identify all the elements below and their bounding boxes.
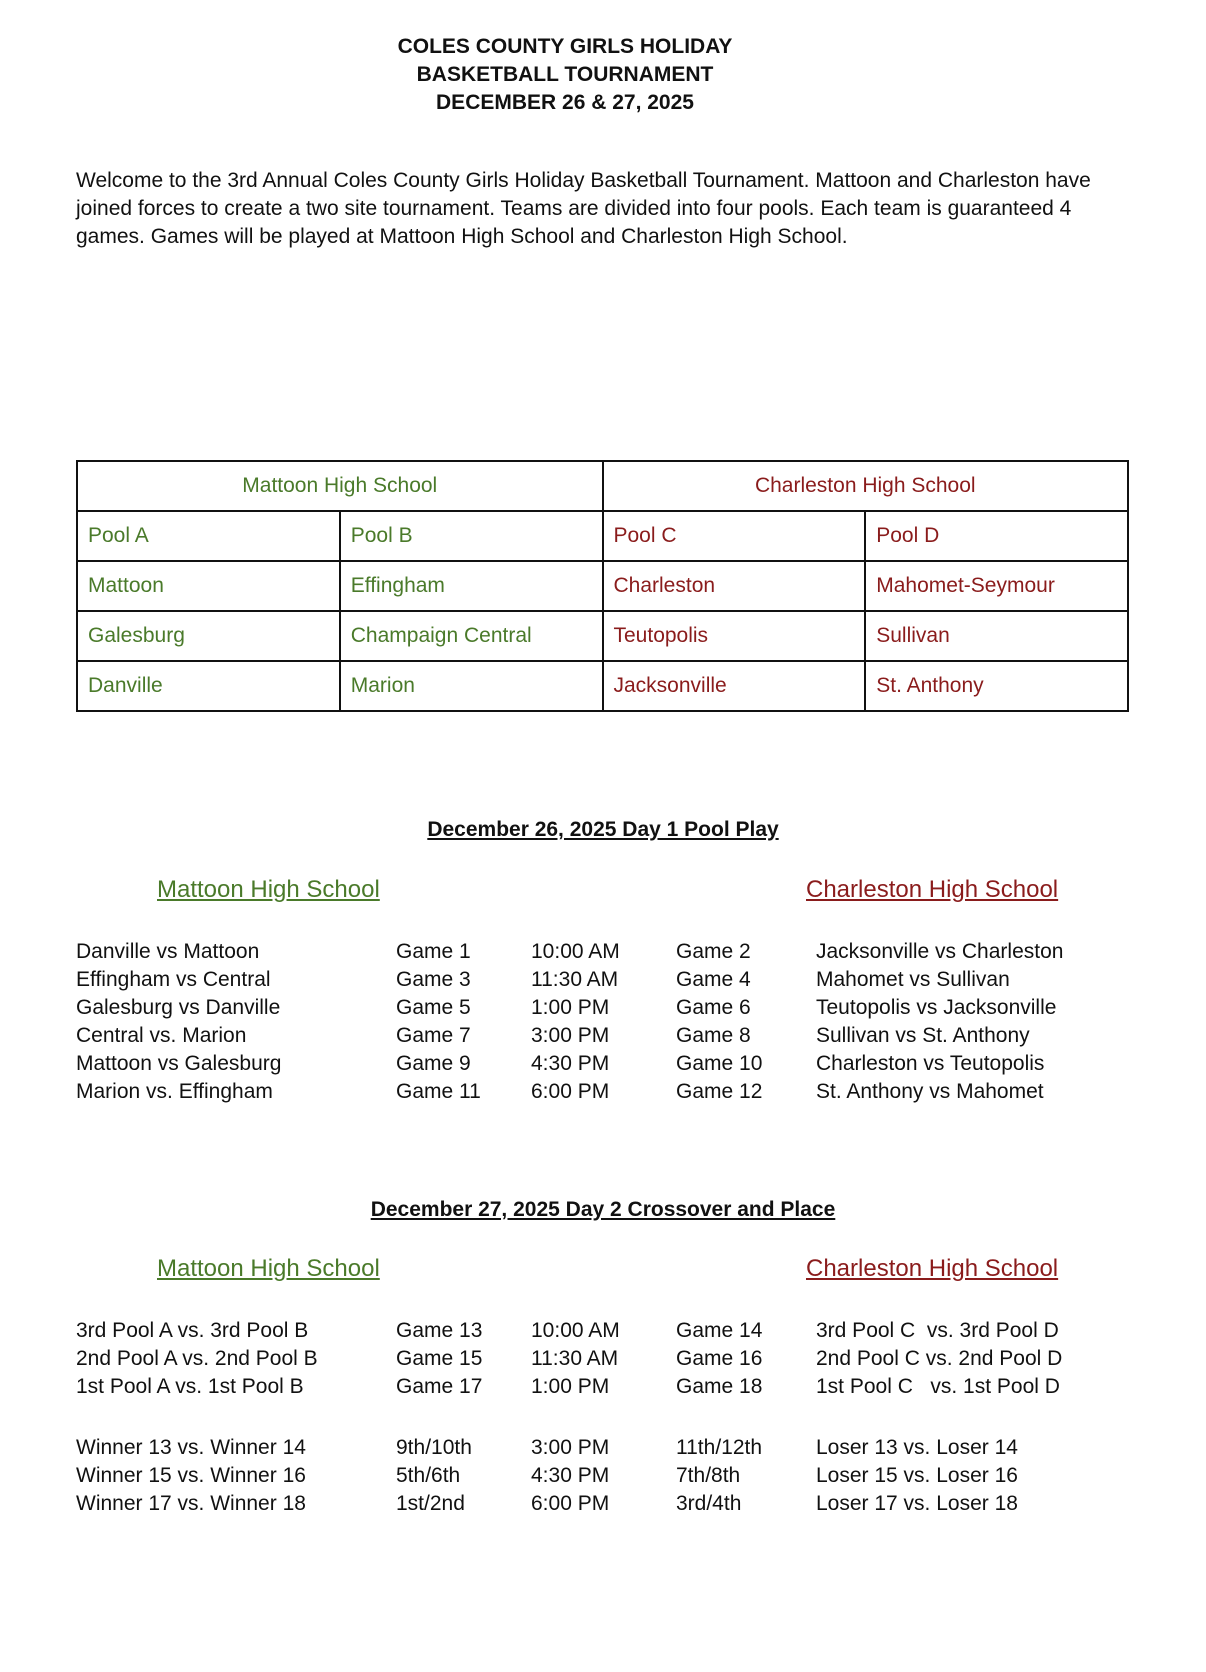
mattoon-game: 1st/2nd [396,1492,465,1515]
charleston-matchup: Loser 13 vs. Loser 14 [816,1436,1018,1459]
game-time: 10:00 AM [531,940,620,963]
game-time: 3:00 PM [531,1024,610,1047]
charleston-game: Game 6 [676,996,751,1019]
mattoon-game: Game 3 [396,968,471,991]
day1-charleston-heading: Charleston High School [806,876,1059,903]
charleston-matchup: Teutopolis vs Jacksonville [816,996,1057,1019]
charleston-game: Game 10 [676,1052,763,1075]
mattoon-game: 5th/6th [396,1464,461,1487]
mattoon-game: Game 5 [396,996,471,1019]
charleston-matchup: Sullivan vs St. Anthony [816,1024,1030,1047]
charleston-matchup: Loser 17 vs. Loser 18 [816,1492,1018,1515]
day1-mattoon-heading: Mattoon High School [157,876,380,903]
mattoon-matchup: Danville vs Mattoon [76,940,260,963]
title-line-3: DECEMBER 26 & 27, 2025 [436,91,694,114]
document-title [0,33,1130,117]
charleston-game: Game 16 [676,1347,763,1370]
game-time: 3:00 PM [531,1436,610,1459]
mattoon-matchup: Effingham vs Central [76,968,271,991]
pool-d-header: Pool D [865,511,1128,561]
site-charleston: Charleston High School [603,461,1129,511]
pool-b-header: Pool B [340,511,603,561]
mattoon-matchup: 1st Pool A vs. 1st Pool B [76,1375,304,1398]
pool-team: Champaign Central [340,611,603,661]
pool-c-header: Pool C [603,511,866,561]
mattoon-matchup: Marion vs. Effingham [76,1080,273,1103]
pool-team: Effingham [340,561,603,611]
charleston-game: Game 2 [676,940,751,963]
site-mattoon: Mattoon High School [77,461,603,511]
charleston-matchup: Loser 15 vs. Loser 16 [816,1464,1018,1487]
mattoon-matchup: Galesburg vs Danville [76,996,281,1019]
pool-team: Teutopolis [603,611,866,661]
pools-table [76,460,1129,712]
game-time: 6:00 PM [531,1080,610,1103]
charleston-game: Game 8 [676,1024,751,1047]
mattoon-game: Game 11 [396,1080,481,1103]
pool-a-header: Pool A [77,511,340,561]
mattoon-game: Game 9 [396,1052,471,1075]
pool-team: Danville [77,661,340,711]
charleston-matchup: Mahomet vs Sullivan [816,968,1010,991]
game-time: 11:30 AM [531,968,619,991]
mattoon-game: Game 1 [396,940,471,963]
mattoon-game: Game 15 [396,1347,483,1370]
charleston-game: 7th/8th [676,1464,741,1487]
pools-row [77,611,1128,661]
mattoon-matchup: Winner 17 vs. Winner 18 [76,1492,306,1515]
game-time: 1:00 PM [531,1375,610,1398]
pools-site-row [77,461,1128,511]
charleston-game: Game 12 [676,1080,763,1103]
intro-paragraph: Welcome to the 3rd Annual Coles County Girls Holiday Basketball Tournament. Mattoon and Charleston have joined forces to create a two site tournament. Teams are divided into four pools. Each team is guaranteed 4 games. Games will be played at Mattoon High School and Charleston High School. [76,169,1091,248]
game-time: 6:00 PM [531,1492,610,1515]
pool-team: Charleston [603,561,866,611]
mattoon-game: Game 17 [396,1375,483,1398]
pool-team: Sullivan [865,611,1128,661]
charleston-matchup: Charleston vs Teutopolis [816,1052,1045,1075]
charleston-game: Game 18 [676,1375,763,1398]
charleston-matchup: 3rd Pool C vs. 3rd Pool D [816,1319,1059,1342]
day2-title: December 27, 2025 Day 2 Crossover and Place [370,1198,836,1221]
pools-header-row [77,511,1128,561]
pool-team: St. Anthony [865,661,1128,711]
pools-row [77,661,1128,711]
game-time: 1:00 PM [531,996,610,1019]
title-line-2: BASKETBALL TOURNAMENT [416,63,714,86]
pools-row [77,561,1128,611]
mattoon-matchup: Mattoon vs Galesburg [76,1052,282,1075]
charleston-matchup: 1st Pool C vs. 1st Pool D [816,1375,1060,1398]
charleston-game: Game 14 [676,1319,763,1342]
pool-team: Mahomet-Seymour [865,561,1128,611]
game-time: 11:30 AM [531,1347,619,1370]
game-time: 10:00 AM [531,1319,620,1342]
pool-team: Mattoon [77,561,340,611]
pool-team: Galesburg [77,611,340,661]
day2-mattoon-heading: Mattoon High School [157,1255,380,1282]
mattoon-game: Game 13 [396,1319,483,1342]
charleston-game: Game 4 [676,968,751,991]
charleston-game: 3rd/4th [676,1492,742,1515]
pool-team: Jacksonville [603,661,866,711]
title-line-1: COLES COUNTY GIRLS HOLIDAY [397,35,733,58]
charleston-matchup: 2nd Pool C vs. 2nd Pool D [816,1347,1063,1370]
mattoon-game: Game 7 [396,1024,471,1047]
mattoon-matchup: 2nd Pool A vs. 2nd Pool B [76,1347,318,1370]
mattoon-game: 9th/10th [396,1436,472,1459]
mattoon-matchup: Winner 15 vs. Winner 16 [76,1464,306,1487]
charleston-matchup: Jacksonville vs Charleston [816,940,1064,963]
game-time: 4:30 PM [531,1464,610,1487]
pool-team: Marion [340,661,603,711]
game-time: 4:30 PM [531,1052,610,1075]
mattoon-matchup: Central vs. Marion [76,1024,247,1047]
day2-charleston-heading: Charleston High School [806,1255,1059,1282]
day1-title: December 26, 2025 Day 1 Pool Play [427,818,779,841]
charleston-matchup: St. Anthony vs Mahomet [816,1080,1044,1103]
charleston-game: 11th/12th [676,1436,763,1459]
mattoon-matchup: Winner 13 vs. Winner 14 [76,1436,306,1459]
mattoon-matchup: 3rd Pool A vs. 3rd Pool B [76,1319,309,1342]
